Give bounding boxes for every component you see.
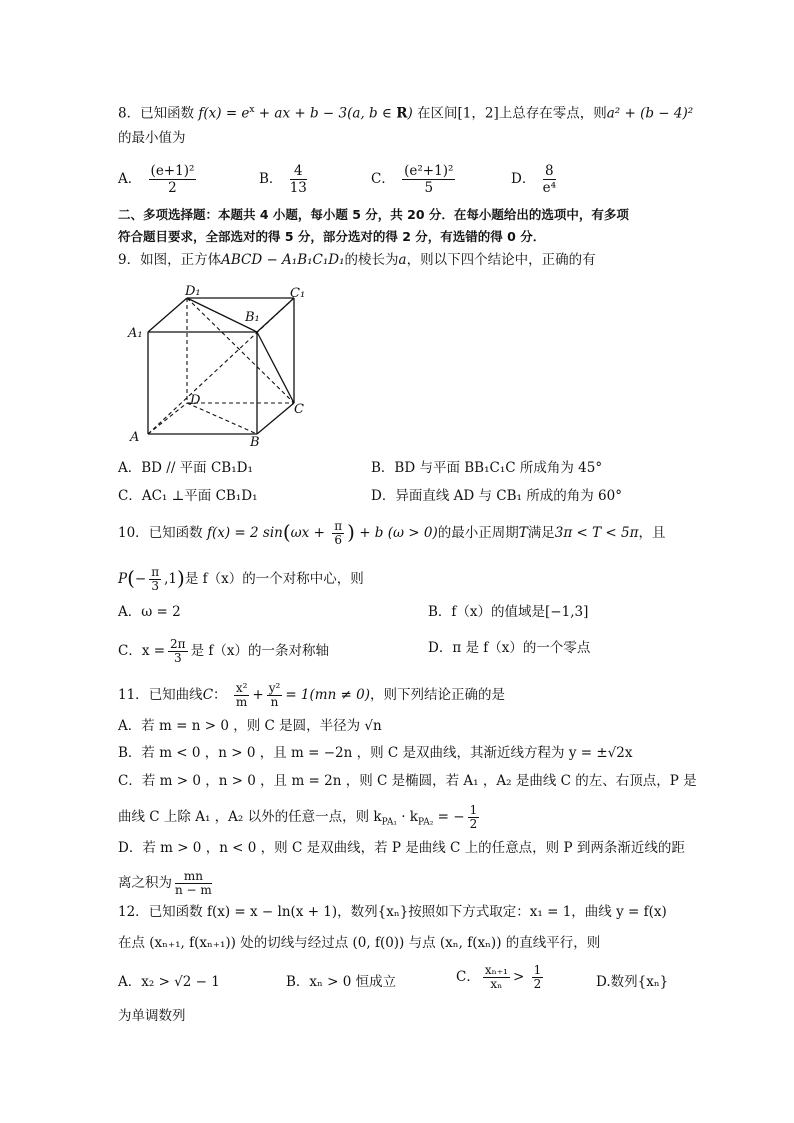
q10-range: 3π < T < 5π <box>554 525 639 541</box>
q10-func-b: ωx + <box>290 525 325 541</box>
q10-option-c-b: 是 f（x）的一条对称轴 <box>190 643 329 659</box>
section2-heading-line1: 二、多项选择题：本题共 4 小题，每小题 5 分，共 20 分．在每小题给出的选项中，有多项 <box>118 207 629 222</box>
q9-solid: ABCD − A₁B₁C₁D₁ <box>221 252 345 268</box>
q12-stem-line1 <box>118 902 667 922</box>
cube-hidden-edge-AD <box>148 403 187 434</box>
q11-y-fraction <box>267 682 283 709</box>
q8-option-d <box>511 163 559 196</box>
q8-func: f(x) = e <box>198 105 250 122</box>
q8-option-d-num: 8 <box>543 163 556 180</box>
q12-option-d-tail: 为单调数列 <box>118 1008 186 1024</box>
q11-x-den: m <box>235 695 248 709</box>
q9-stem-b: 的棱长为 <box>344 252 399 268</box>
q8-stem-b: 在区间[1，2]上总存在零点，则 <box>417 105 607 122</box>
q10-point-den: 3 <box>151 579 159 593</box>
q9-number: 9． <box>118 252 141 268</box>
q12-option-d: D.数列{xₙ} <box>596 974 669 990</box>
q12-option-c-fraction <box>483 964 510 991</box>
q11-eq: = 1(mn ≠ 0) <box>285 687 371 703</box>
q8-exp: x <box>249 105 255 115</box>
q11-c2-sub1: PA₁ <box>381 817 397 828</box>
q12-option-c-b: > <box>512 969 529 985</box>
q8-option-c-label: C． <box>371 171 395 187</box>
label-B: B <box>250 435 260 450</box>
q12-line1: 已知函数 f(x) = x − ln(x + 1)，数列{xₙ}按照如下方式取定：x₁ = 1，曲线 y = f(x) <box>148 904 667 920</box>
q11-y-num: y² <box>268 681 281 695</box>
q11-colon: ： <box>213 687 227 703</box>
q10-point-fraction <box>149 566 161 593</box>
q10-stem-e: 是 f（x）的一个对称中心，则 <box>184 571 364 587</box>
q11-option-c-line1: C．若 m > 0 ，n > 0 ，且 m = 2n ，则 C 是椭圆，若 A₁ ，A₂ 是曲线 C 的左、右顶点，P 是 <box>118 773 697 789</box>
q12-option-c <box>456 964 546 991</box>
q8-option-b-label: B． <box>259 171 283 187</box>
q11-number: 11． <box>118 687 149 703</box>
label-D1: D₁ <box>185 284 201 299</box>
q8-option-c-fraction <box>402 163 455 196</box>
q8-stem-c: 的最小值为 <box>118 130 186 146</box>
q10-option-c-den: 3 <box>173 651 182 665</box>
label-B1: B₁ <box>245 310 260 325</box>
q10-tail-point: ,1 <box>164 571 177 587</box>
q8-stem-line2 <box>118 128 186 148</box>
q12-option-c-a: C． <box>456 969 480 985</box>
q9-stem-c: ，则以下四个结论中，正确的有 <box>406 252 596 268</box>
q11-c2-a: 曲线 C 上除 A₁ ，A₂ 以外的任意一点，则 k <box>118 809 382 825</box>
q12-option-c-den2: 2 <box>533 977 542 991</box>
q11-c2-den: 2 <box>469 817 478 831</box>
cube-hidden-diagonal-D1C <box>187 298 294 403</box>
q11-y-den: n <box>270 695 279 709</box>
cube-hidden-diagonal-DB <box>187 403 257 434</box>
q10-option-c-fraction <box>168 638 188 665</box>
q8-option-a <box>118 163 199 196</box>
q10-stem-b: 的最小正周期 <box>437 525 519 541</box>
q11-C: C <box>202 687 214 703</box>
q11-option-b: B．若 m < 0 ，n > 0 ，且 m = −2n ，则 C 是双曲线，其渐近线方程为 y = ±√2x <box>118 745 633 761</box>
q8-option-b-num: 4 <box>290 163 307 180</box>
q8-number: 8． <box>118 105 141 122</box>
q10-point-num: π <box>151 565 160 579</box>
q11-c2-num: 1 <box>469 803 478 817</box>
q8-option-d-den: e⁴ <box>542 180 557 196</box>
label-C1: C₁ <box>290 286 306 301</box>
q8-option-a-den: 2 <box>168 180 177 196</box>
q8-option-c-num: (e²+1)² <box>404 163 454 179</box>
q11-d2-a: 离之积为 <box>118 875 172 891</box>
q12-option-c-num: xₙ₊₁ <box>484 963 508 977</box>
q8-option-c <box>371 163 458 196</box>
q10-T: T <box>518 525 528 541</box>
q8-option-d-fraction <box>543 163 556 196</box>
q12-option-a: A．x₂ > √2 − 1 <box>118 974 220 990</box>
q9-option-b: B．BD 与平面 BB₁C₁C 所成角为 45° <box>371 460 603 476</box>
q11-stem <box>118 682 505 709</box>
q11-c2-eq: = − <box>433 809 465 825</box>
cube-diagonal-B1C <box>257 332 294 403</box>
q11-x-num: x² <box>235 681 248 695</box>
q8-R: R <box>396 105 408 122</box>
section2-heading-line2: 符合题目要求，全部选对的得 5 分，部分选对的得 2 分，有选错的得 0 分． <box>118 229 546 244</box>
q10-option-c-num: 2π <box>170 637 186 651</box>
q8-option-a-num: (e+1)² <box>150 163 195 179</box>
q9-option-d: D．异面直线 AD 与 CB₁ 所成的角为 60° <box>371 488 622 504</box>
cube-hidden-diagonal-AC1 <box>148 298 294 434</box>
q8-func-close: ) <box>407 105 413 122</box>
cube-edge-A1D1 <box>148 298 187 332</box>
q10-phase-num: π <box>334 519 343 533</box>
q10-P: P <box>118 571 128 587</box>
q8-option-d-label: D． <box>511 171 536 187</box>
q11-c2-dot: · k <box>396 809 418 825</box>
q12-option-c-fraction2 <box>532 964 544 991</box>
q10-func-a: f(x) = 2 sin <box>206 525 283 541</box>
q9-option-c: C．AC₁ ⊥平面 CB₁D₁ <box>118 488 258 504</box>
q8-option-b-fraction <box>290 163 307 196</box>
q12-option-c-den: xₙ <box>490 977 503 991</box>
q9-stem <box>118 250 596 270</box>
q10-option-c <box>118 638 329 665</box>
q11-plus: + <box>252 687 264 703</box>
q12-number: 12． <box>118 904 149 920</box>
q12-option-c-num2: 1 <box>533 963 542 977</box>
q10-phase-fraction <box>332 520 344 547</box>
label-A1: A₁ <box>128 326 143 341</box>
q11-c2-fraction <box>468 804 480 831</box>
q8-option-b-den: 13 <box>289 180 307 196</box>
q10-stem-line2: P(− $\frac{\pi}{3}$ ,1)是 f（x）的一个对称中心，则 <box>118 565 364 593</box>
q12-stem-line2: 在点 (xₙ₊₁, f(xₙ₊₁)) 处的切线与经过点 (0, f(0)) 与点 (xₙ, f(xₙ)) 的直线平行，则 <box>118 935 601 951</box>
cube-edge-C1B1 <box>257 298 294 332</box>
q9-edge: a <box>398 252 407 268</box>
q11-option-c-line2 <box>118 804 482 833</box>
q10-neg: − <box>134 571 147 587</box>
q10-stem-c: 满足 <box>527 525 555 541</box>
q10-option-d: D．π 是 f（x）的一个零点 <box>428 640 591 656</box>
q8-option-a-fraction <box>149 163 197 196</box>
q8-option-b <box>259 163 310 196</box>
label-A: A <box>130 430 140 445</box>
label-D: D <box>190 393 201 408</box>
q11-d2-num: mn <box>175 870 212 884</box>
q10-stem-line1: 10．已知函数 f(x) = 2 sin(ωx + $\frac{\pi}{6}$ ) + b (ω > 0)的最小正周期T满足3π < T < 5π，且 <box>118 519 666 547</box>
q11-option-d-line2 <box>118 870 215 897</box>
q8-option-c-den: 5 <box>424 180 434 196</box>
q10-number: 10． <box>118 525 149 541</box>
q11-d2-den: n − m <box>175 883 212 897</box>
q10-stem-d: ，且 <box>638 525 666 541</box>
q11-stem-b: ，则下列结论正确的是 <box>370 687 506 703</box>
q12-option-b: B．xₙ > 0 恒成立 <box>286 974 397 990</box>
q9-stem-a: 如图，正方体 <box>140 252 222 268</box>
label-C: C <box>294 402 304 417</box>
q10-phase-den: 6 <box>334 533 342 547</box>
q10-option-c-a: C．x = <box>118 643 166 659</box>
q11-c2-sub2: PA₂ <box>418 817 434 828</box>
q11-option-a: A．若 m = n > 0 ，则 C 是圆，半径为 √n <box>118 718 382 734</box>
q11-x-fraction <box>234 682 250 709</box>
q11-option-d-line1: D．若 m > 0 ，n < 0 ，则 C 是双曲线，若 P 是曲线 C 上的任意点，则 P 到两条渐近线的距 <box>118 840 685 856</box>
q10-func-c: + b (ω > 0) <box>359 525 438 541</box>
q8-target: a² + (b − 4)² <box>606 105 694 122</box>
q8-stem-line1 <box>118 100 693 124</box>
q11-d2-fraction <box>175 870 212 897</box>
q9-option-a: A．BD // 平面 CB₁D₁ <box>118 460 253 476</box>
q10-option-a: A．ω = 2 <box>118 604 181 620</box>
q8-option-a-label: A． <box>118 171 142 187</box>
cube-edge-CB <box>257 403 294 434</box>
q8-func-tail: + ax + b − 3(a, b ∈ <box>254 105 397 122</box>
q10-stem-a: 已知函数 <box>148 525 203 541</box>
q11-stem-a: 已知曲线 <box>148 687 203 703</box>
q10-option-b: B．f（x）的值域是[−1,3] <box>428 604 589 620</box>
q8-stem-a: 已知函数 <box>140 105 195 122</box>
cube-diagonal-D1B1 <box>187 298 257 332</box>
